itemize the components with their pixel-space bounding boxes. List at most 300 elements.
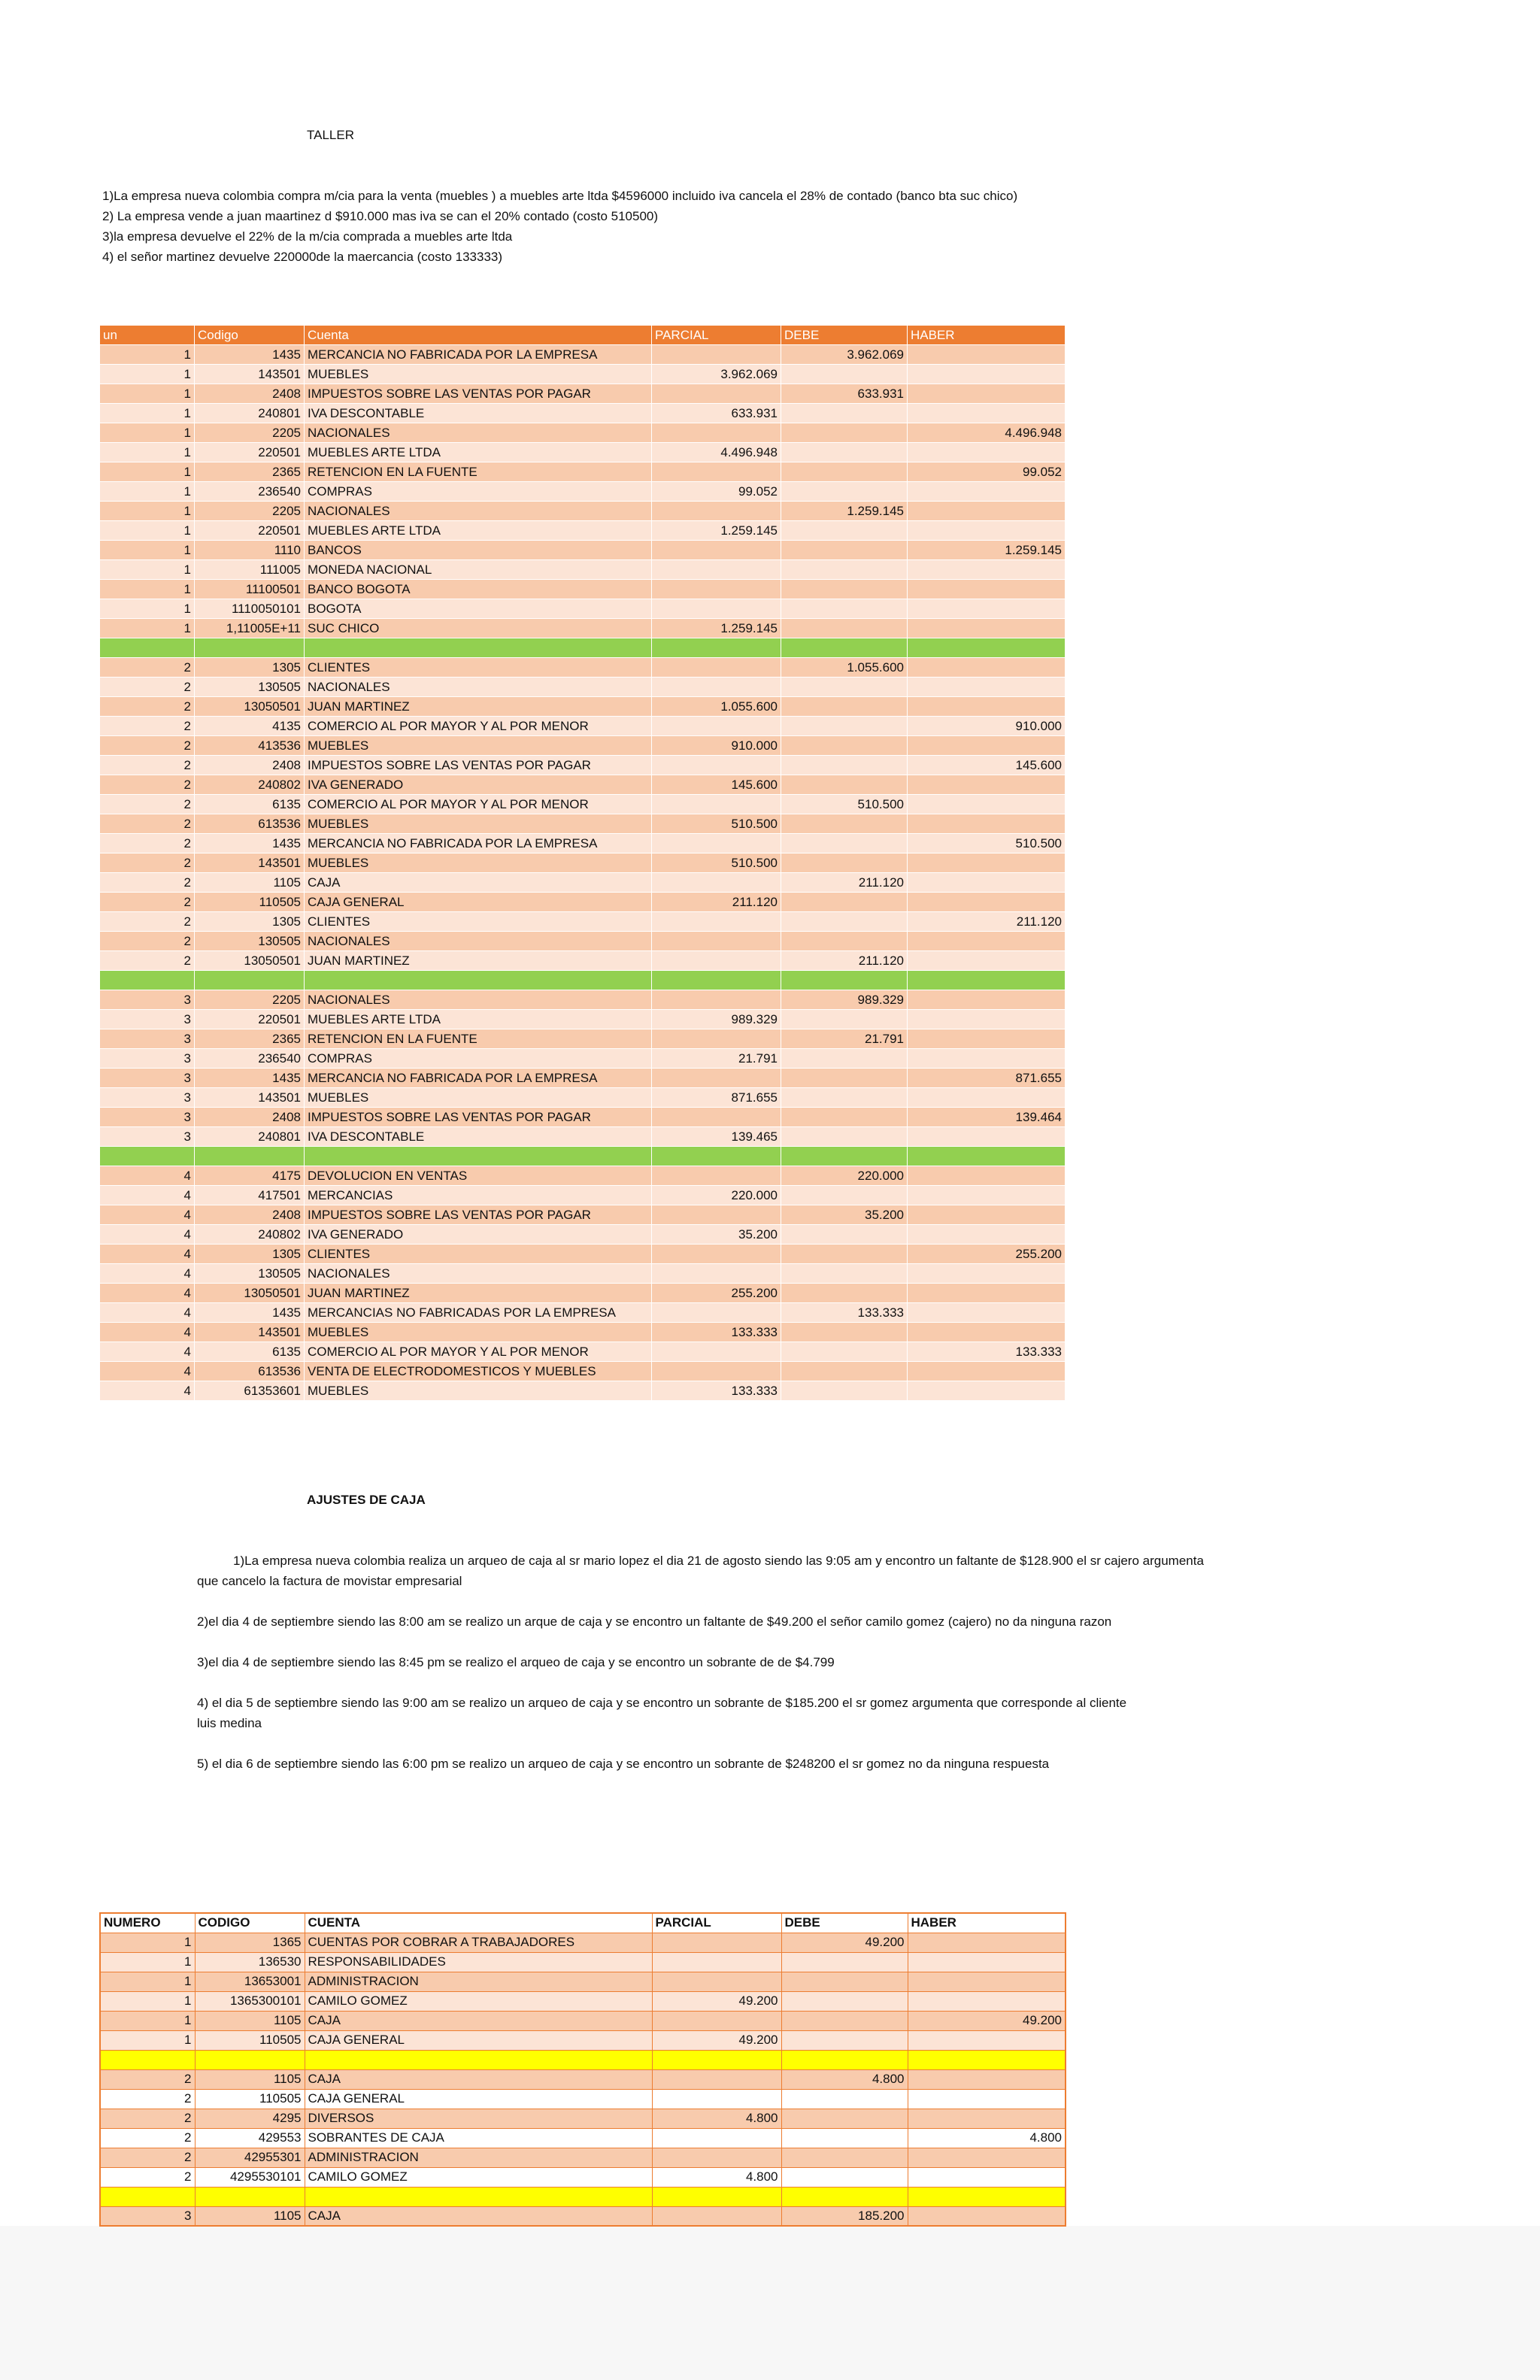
- cell-credit: [908, 2206, 1066, 2226]
- cell-account: VENTA DE ELECTRODOMESTICOS Y MUEBLES: [305, 1362, 652, 1381]
- header-debit: DEBE: [781, 1913, 908, 1933]
- table-row: [100, 1245, 1066, 1264]
- cell-credit: [908, 1323, 1066, 1342]
- cell-unit: 3: [100, 990, 195, 1010]
- cell-credit: 139.464: [908, 1108, 1066, 1127]
- cell-unit: 2: [100, 834, 195, 853]
- cell-account: [305, 2050, 652, 2069]
- table-row: [100, 560, 1066, 580]
- cell-account: CAJA GENERAL: [305, 2089, 652, 2109]
- cell-partial: [652, 873, 781, 893]
- cell-unit: 4: [100, 1303, 195, 1323]
- cell-partial: [652, 1205, 781, 1225]
- cell-debit: [781, 1225, 908, 1245]
- cell-account: CAMILO GOMEZ: [305, 2167, 652, 2187]
- cell-unit: 1: [100, 404, 195, 423]
- cell-unit: 3: [100, 1029, 195, 1049]
- table-row: [100, 541, 1066, 560]
- cell-debit: [781, 1342, 908, 1362]
- cell-unit: 2: [100, 893, 195, 912]
- cell-unit: 2: [100, 795, 195, 814]
- cell-code: 13050501: [195, 1284, 305, 1303]
- cell-credit: [908, 1933, 1066, 1952]
- header-unit: NUMERO: [100, 1913, 195, 1933]
- cell-code: 2205: [195, 423, 305, 443]
- background-shade: [0, 2226, 1540, 2380]
- cell-account: CAJA: [305, 873, 652, 893]
- cell-debit: [781, 2167, 908, 2187]
- cell-account: CLIENTES: [305, 1245, 652, 1264]
- cell-account: RETENCION EN LA FUENTE: [305, 462, 652, 482]
- cell-partial: 220.000: [652, 1186, 781, 1205]
- cell-code: 110505: [195, 2089, 305, 2109]
- table-row: [100, 1381, 1066, 1401]
- cell-credit: [908, 2030, 1066, 2050]
- cell-debit: [781, 443, 908, 462]
- cell-credit: [908, 1205, 1066, 1225]
- cell-unit: 1: [100, 1952, 195, 1972]
- table-row: [100, 697, 1066, 717]
- cell-partial: [652, 1069, 781, 1088]
- table-row: [100, 619, 1066, 638]
- cell-debit: [781, 1284, 908, 1303]
- cell-debit: [781, 2148, 908, 2167]
- cell-partial: 35.200: [652, 1225, 781, 1245]
- table-row: [100, 2011, 1066, 2030]
- cell-credit: 255.200: [908, 1245, 1066, 1264]
- cell-code: 2365: [195, 462, 305, 482]
- cell-credit: [908, 1186, 1066, 1205]
- cell-code: 1435: [195, 345, 305, 365]
- cell-partial: 4.800: [652, 2167, 781, 2187]
- cell-credit: [908, 658, 1066, 678]
- cell-unit: 1: [100, 462, 195, 482]
- table-row: [100, 482, 1066, 502]
- cell-partial: [652, 658, 781, 678]
- cell-account: NACIONALES: [305, 990, 652, 1010]
- separator-row: [100, 2187, 1066, 2206]
- cell-partial: 910.000: [652, 736, 781, 756]
- cell-partial: [652, 795, 781, 814]
- cell-account: CAJA: [305, 2011, 652, 2030]
- cell-partial: [652, 1264, 781, 1284]
- cell-unit: 4: [100, 1245, 195, 1264]
- cell-account: CAJA GENERAL: [305, 893, 652, 912]
- cell-partial: [652, 990, 781, 1010]
- cell-code: 417501: [195, 1186, 305, 1205]
- cell-unit: 2: [100, 912, 195, 932]
- cell-code: 240801: [195, 404, 305, 423]
- cell-account: IMPUESTOS SOBRE LAS VENTAS POR PAGAR: [305, 1205, 652, 1225]
- cell-credit: [908, 1362, 1066, 1381]
- cell-credit: [908, 893, 1066, 912]
- cell-credit: [908, 1381, 1066, 1401]
- header-credit: HABER: [908, 1913, 1066, 1933]
- cell-debit: [781, 2109, 908, 2128]
- cell-code: 1435: [195, 834, 305, 853]
- cell-code: 613536: [195, 814, 305, 834]
- cell-unit: 4: [100, 1342, 195, 1362]
- cell-credit: [908, 1049, 1066, 1069]
- cell-debit: [781, 619, 908, 638]
- table-row: [100, 834, 1066, 853]
- table-row: [100, 404, 1066, 423]
- cell-unit: 2: [100, 658, 195, 678]
- cell-code: 4295: [195, 2109, 305, 2128]
- cell-credit: 4.800: [908, 2128, 1066, 2148]
- cell-debit: [781, 2089, 908, 2109]
- cash-problem-4: [197, 1693, 1302, 1733]
- cell-debit: [781, 893, 908, 912]
- cell-unit: 4: [100, 1166, 195, 1186]
- separator-row: [100, 2050, 1066, 2069]
- separator-row: [100, 638, 1066, 658]
- cell-credit: [908, 1284, 1066, 1303]
- cell-account: CLIENTES: [305, 658, 652, 678]
- cell-credit: [908, 2187, 1066, 2206]
- header-code: Codigo: [195, 326, 305, 345]
- cell-code: 13050501: [195, 951, 305, 971]
- table-row: [100, 1284, 1066, 1303]
- cell-code: [195, 1147, 305, 1166]
- cell-partial: 49.200: [652, 1991, 781, 2011]
- cell-account: SUC CHICO: [305, 619, 652, 638]
- problem-4: 4) el señor martinez devuelve 220000de la maercancia (costo 133333): [102, 250, 503, 264]
- cell-partial: [652, 384, 781, 404]
- cell-unit: [100, 2187, 195, 2206]
- cell-account: JUAN MARTINEZ: [305, 697, 652, 717]
- cell-account: MUEBLES: [305, 1323, 652, 1342]
- cell-code: 1305: [195, 658, 305, 678]
- cell-debit: [781, 404, 908, 423]
- cell-partial: [652, 2011, 781, 2030]
- cell-credit: 211.120: [908, 912, 1066, 932]
- cell-credit: [908, 1991, 1066, 2011]
- cell-debit: [781, 521, 908, 541]
- cell-code: 236540: [195, 1049, 305, 1069]
- cell-credit: [908, 443, 1066, 462]
- cell-partial: 4.800: [652, 2109, 781, 2128]
- header-partial: PARCIAL: [652, 1913, 781, 1933]
- cell-debit: [781, 814, 908, 834]
- cell-account: MERCANCIA NO FABRICADA POR LA EMPRESA: [305, 834, 652, 853]
- cell-credit: [908, 482, 1066, 502]
- cell-code: 613536: [195, 1362, 305, 1381]
- cell-account: IVA GENERADO: [305, 775, 652, 795]
- cell-code: 413536: [195, 736, 305, 756]
- table-row: [100, 365, 1066, 384]
- table-row: [100, 1029, 1066, 1049]
- table-row: [100, 1088, 1066, 1108]
- cell-credit: [908, 560, 1066, 580]
- cell-account: IVA GENERADO: [305, 1225, 652, 1245]
- cell-debit: [781, 462, 908, 482]
- cell-partial: [652, 971, 781, 990]
- cell-debit: [781, 2050, 908, 2069]
- cell-credit: [908, 1010, 1066, 1029]
- cell-code: [195, 638, 305, 658]
- cell-account: [305, 2187, 652, 2206]
- cell-code: 130505: [195, 1264, 305, 1284]
- cell-partial: 989.329: [652, 1010, 781, 1029]
- table-row: [100, 678, 1066, 697]
- cell-account: CAMILO GOMEZ: [305, 1991, 652, 2011]
- cell-unit: 2: [100, 951, 195, 971]
- cell-partial: [652, 2206, 781, 2226]
- cell-code: 143501: [195, 365, 305, 384]
- cell-code: 1105: [195, 2206, 305, 2226]
- cash-problem-4-line-1: 4) el dia 5 de septiembre siendo las 9:00 am se realizo un arqueo de caja y se encontro un sobrante de $185.200 el sr gomez argumenta que corresponde al cliente: [197, 1696, 1127, 1710]
- cell-unit: 4: [100, 1205, 195, 1225]
- cell-debit: [781, 1010, 908, 1029]
- cell-debit: [781, 423, 908, 443]
- cell-account: MONEDA NACIONAL: [305, 560, 652, 580]
- cell-credit: [908, 2069, 1066, 2089]
- cell-partial: [652, 423, 781, 443]
- table-header-row: [100, 326, 1066, 345]
- cell-partial: [652, 560, 781, 580]
- cell-partial: [652, 932, 781, 951]
- cell-partial: 139.465: [652, 1127, 781, 1147]
- table-row: [100, 912, 1066, 932]
- cell-credit: [908, 521, 1066, 541]
- cell-account: IVA DESCONTABLE: [305, 404, 652, 423]
- cell-unit: 4: [100, 1362, 195, 1381]
- cell-credit: [908, 990, 1066, 1010]
- cell-credit: [908, 971, 1066, 990]
- cell-debit: [781, 1108, 908, 1127]
- cell-code: 240802: [195, 1225, 305, 1245]
- cell-unit: 2: [100, 2128, 195, 2148]
- cell-debit: [781, 580, 908, 599]
- cell-credit: 1.259.145: [908, 541, 1066, 560]
- cell-debit: [781, 678, 908, 697]
- cash-problem-3-line-1: 3)el dia 4 de septiembre siendo las 8:45 pm se realizo el arqueo de caja y se encontro un sobrante de de $4.799: [197, 1655, 835, 1669]
- cell-unit: 1: [100, 1991, 195, 2011]
- cell-unit: 3: [100, 1088, 195, 1108]
- cell-debit: 633.931: [781, 384, 908, 404]
- cell-unit: 3: [100, 1010, 195, 1029]
- cell-unit: 1: [100, 443, 195, 462]
- table-row: [100, 384, 1066, 404]
- cell-code: 110505: [195, 893, 305, 912]
- cell-unit: 1: [100, 580, 195, 599]
- cell-credit: [908, 932, 1066, 951]
- cell-partial: [652, 678, 781, 697]
- cell-debit: [781, 1323, 908, 1342]
- cell-account: MUEBLES ARTE LTDA: [305, 443, 652, 462]
- cell-unit: 1: [100, 502, 195, 521]
- header-debit: DEBE: [781, 326, 908, 345]
- table-row: [100, 2128, 1066, 2148]
- cell-partial: [652, 1029, 781, 1049]
- cell-unit: 3: [100, 1108, 195, 1127]
- problem-1: 1)La empresa nueva colombia compra m/cia para la venta (muebles ) a muebles arte ltda $4596000 incluido iva cancela el 28% de contado (banco bta suc chico): [102, 189, 1018, 203]
- header-account: CUENTA: [305, 1913, 652, 1933]
- cell-debit: 211.120: [781, 951, 908, 971]
- cell-partial: [652, 1108, 781, 1127]
- cell-unit: 2: [100, 2069, 195, 2089]
- cell-code: 6135: [195, 795, 305, 814]
- cell-debit: [781, 1049, 908, 1069]
- cell-partial: [652, 2128, 781, 2148]
- cell-code: [195, 2187, 305, 2206]
- cell-debit: 35.200: [781, 1205, 908, 1225]
- cell-unit: 4: [100, 1381, 195, 1401]
- cell-partial: 871.655: [652, 1088, 781, 1108]
- table-row: [100, 443, 1066, 462]
- table-row: [100, 1108, 1066, 1127]
- table-row: [100, 423, 1066, 443]
- cell-debit: 1.055.600: [781, 658, 908, 678]
- table-header-row: [100, 1913, 1066, 1933]
- cell-account: COMERCIO AL POR MAYOR Y AL POR MENOR: [305, 795, 652, 814]
- header-partial: PARCIAL: [652, 326, 781, 345]
- cell-partial: [652, 912, 781, 932]
- table-row: [100, 990, 1066, 1010]
- cell-partial: [652, 1362, 781, 1381]
- cell-account: ADMINISTRACION: [305, 1972, 652, 1991]
- cell-code: 2205: [195, 502, 305, 521]
- cell-code: 4295530101: [195, 2167, 305, 2187]
- cell-credit: [908, 619, 1066, 638]
- header-account: Cuenta: [305, 326, 652, 345]
- cell-debit: 1.259.145: [781, 502, 908, 521]
- cell-credit: 145.600: [908, 756, 1066, 775]
- cell-credit: [908, 697, 1066, 717]
- cell-credit: [908, 678, 1066, 697]
- cell-partial: 1.259.145: [652, 521, 781, 541]
- cell-account: IVA DESCONTABLE: [305, 1127, 652, 1147]
- cell-partial: [652, 1933, 781, 1952]
- cell-unit: 1: [100, 482, 195, 502]
- cell-code: 1305: [195, 1245, 305, 1264]
- cell-debit: [781, 736, 908, 756]
- cell-partial: [652, 2069, 781, 2089]
- cell-partial: 4.496.948: [652, 443, 781, 462]
- cell-unit: 2: [100, 717, 195, 736]
- table-row: [100, 1166, 1066, 1186]
- cell-credit: [908, 1303, 1066, 1323]
- cell-code: 2408: [195, 384, 305, 404]
- cell-unit: 1: [100, 599, 195, 619]
- cell-code: 42955301: [195, 2148, 305, 2167]
- cash-problem-2-line-1: 2)el dia 4 de septiembre siendo las 8:00 am se realizo un arque de caja y se encontro un faltante de $49.200 el señor camilo gomez (cajero) no da ninguna razon: [197, 1614, 1112, 1629]
- cell-credit: [908, 1127, 1066, 1147]
- cell-partial: [652, 1303, 781, 1323]
- table-row: [100, 1205, 1066, 1225]
- table-row: [100, 814, 1066, 834]
- cell-partial: [652, 2089, 781, 2109]
- cell-debit: 3.962.069: [781, 345, 908, 365]
- cell-code: 2408: [195, 1108, 305, 1127]
- cell-account: MUEBLES: [305, 1088, 652, 1108]
- cell-debit: [781, 1952, 908, 1972]
- cell-unit: 1: [100, 1933, 195, 1952]
- cell-unit: 1: [100, 384, 195, 404]
- cell-credit: 510.500: [908, 834, 1066, 853]
- cell-partial: 49.200: [652, 2030, 781, 2050]
- cell-partial: 145.600: [652, 775, 781, 795]
- cell-partial: [652, 1952, 781, 1972]
- cash-problem-1-line-2: que cancelo la factura de movistar empresarial: [197, 1574, 462, 1588]
- cell-unit: [100, 2050, 195, 2069]
- cell-partial: [652, 638, 781, 658]
- table-row: [100, 521, 1066, 541]
- cell-unit: [100, 1147, 195, 1166]
- cell-partial: [652, 834, 781, 853]
- cell-account: IMPUESTOS SOBRE LAS VENTAS POR PAGAR: [305, 756, 652, 775]
- cell-account: CLIENTES: [305, 912, 652, 932]
- cell-debit: 21.791: [781, 1029, 908, 1049]
- header-code: CODIGO: [195, 1913, 305, 1933]
- cell-debit: [781, 1991, 908, 2011]
- table-row: [100, 580, 1066, 599]
- table-row: [100, 873, 1066, 893]
- cash-problem-1-line-1: 1)La empresa nueva colombia realiza un arqueo de caja al sr mario lopez el dia 21 de agosto siendo las 9:05 am y encontro un faltante de $128.900 el sr cajero argumenta: [233, 1554, 1204, 1568]
- cell-unit: 4: [100, 1186, 195, 1205]
- cell-debit: [781, 697, 908, 717]
- cell-credit: [908, 2167, 1066, 2187]
- cell-unit: 2: [100, 873, 195, 893]
- cell-code: 240801: [195, 1127, 305, 1147]
- cell-account: DEVOLUCION EN VENTAS: [305, 1166, 652, 1186]
- cell-account: MUEBLES ARTE LTDA: [305, 1010, 652, 1029]
- cell-unit: 1: [100, 345, 195, 365]
- cell-debit: [781, 1264, 908, 1284]
- cell-account: MERCANCIA NO FABRICADA POR LA EMPRESA: [305, 345, 652, 365]
- cell-debit: [781, 1362, 908, 1381]
- cell-code: 136530: [195, 1952, 305, 1972]
- cell-unit: 1: [100, 541, 195, 560]
- cell-account: CAJA: [305, 2069, 652, 2089]
- cell-code: 220501: [195, 1010, 305, 1029]
- cell-credit: [908, 1029, 1066, 1049]
- cash-adjustment-table: [99, 1912, 1066, 2227]
- cell-partial: [652, 1972, 781, 1991]
- cell-unit: 1: [100, 1972, 195, 1991]
- cell-account: CAJA GENERAL: [305, 2030, 652, 2050]
- cell-unit: 2: [100, 814, 195, 834]
- cell-partial: 211.120: [652, 893, 781, 912]
- cell-partial: [652, 756, 781, 775]
- cell-partial: [652, 951, 781, 971]
- cell-credit: [908, 1166, 1066, 1186]
- cell-debit: [781, 1069, 908, 1088]
- table-row: [100, 1127, 1066, 1147]
- cell-unit: 4: [100, 1264, 195, 1284]
- cell-account: MUEBLES: [305, 736, 652, 756]
- cell-account: ADMINISTRACION: [305, 2148, 652, 2167]
- cell-partial: [652, 717, 781, 736]
- table-row: [100, 1342, 1066, 1362]
- cell-debit: [781, 1147, 908, 1166]
- cell-account: RETENCION EN LA FUENTE: [305, 1029, 652, 1049]
- cell-credit: [908, 775, 1066, 795]
- cell-partial: [652, 580, 781, 599]
- cell-debit: [781, 756, 908, 775]
- cell-partial: 633.931: [652, 404, 781, 423]
- cell-unit: 2: [100, 853, 195, 873]
- cell-credit: [908, 502, 1066, 521]
- cell-account: BANCOS: [305, 541, 652, 560]
- table-row: [100, 1933, 1066, 1952]
- separator-row: [100, 971, 1066, 990]
- cell-credit: [908, 1088, 1066, 1108]
- cash-problem-1: [197, 1551, 1302, 1591]
- cell-credit: [908, 599, 1066, 619]
- cell-credit: [908, 404, 1066, 423]
